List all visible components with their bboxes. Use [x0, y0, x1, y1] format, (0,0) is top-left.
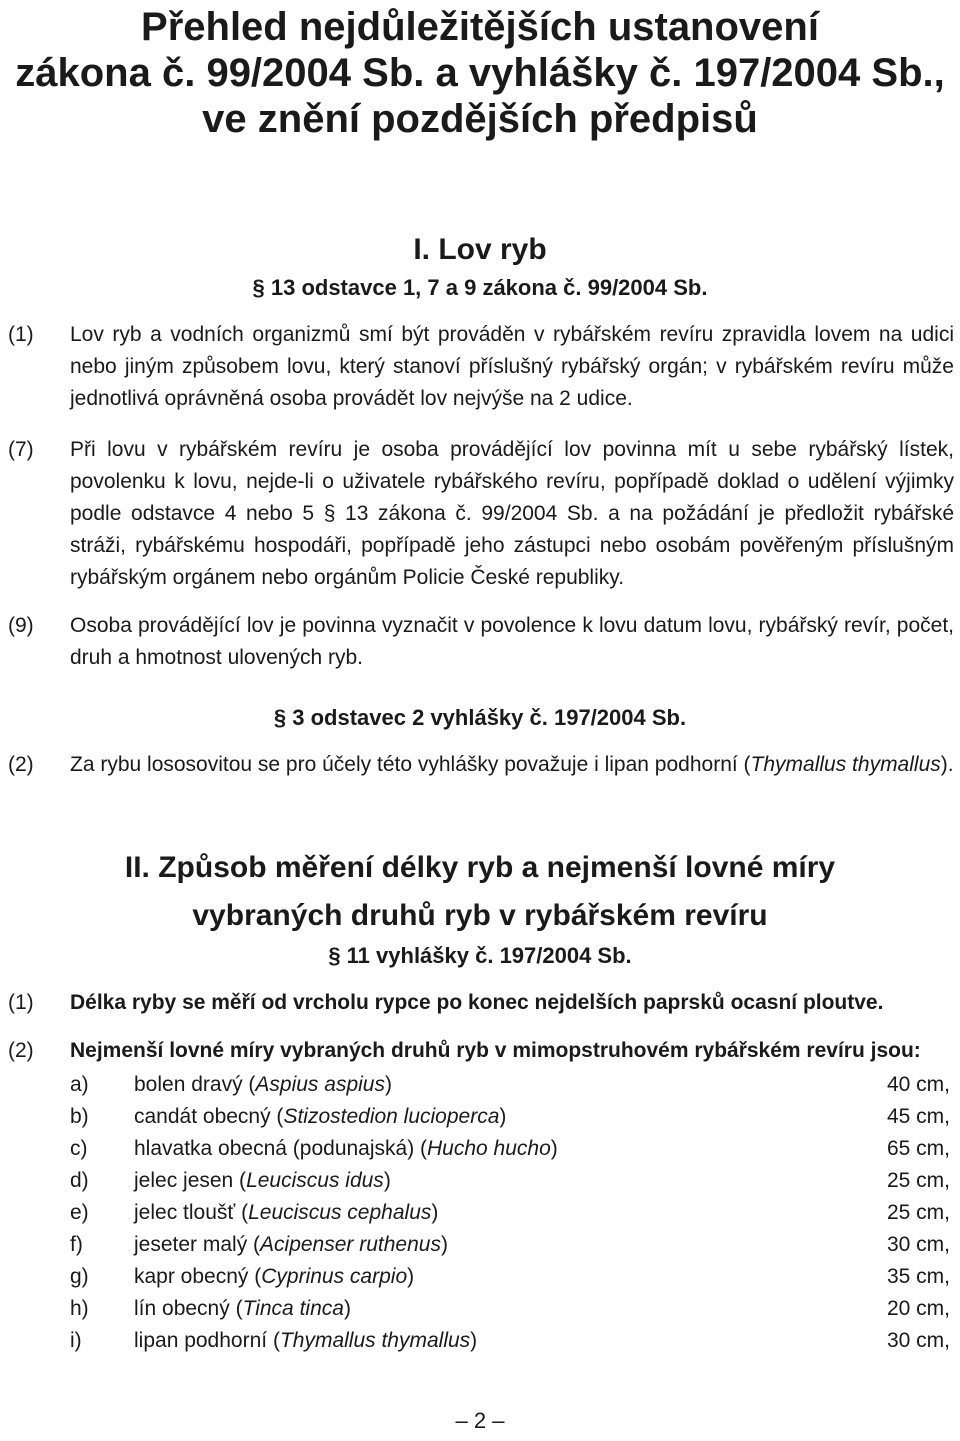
fish-name-close: ): [383, 1169, 391, 1192]
paragraph-text: [70, 749, 954, 781]
paragraph-number: (1): [8, 323, 34, 346]
section-2-title-line-2: vybraných druhů ryb v rybářském revíru: [192, 899, 768, 932]
fish-min-size: 25 cm,: [886, 1169, 950, 1192]
fish-common-name: jeseter malý (: [134, 1233, 261, 1256]
fish-name-close: ): [470, 1329, 478, 1352]
fish-min-size: 25 cm,: [886, 1201, 950, 1224]
page-number: – 2 –: [455, 1408, 505, 1433]
paragraph-text: Lov ryb a vodních organizmů smí být prováděn v rybářském revíru zpravidla lovem na udici nebo jiným způsobem lovu, který stanoví příslušný rybářský orgán; v rybářském revíru může jednotlivá oprávněná osoba provádět lov nejvýše na 2 udice.: [70, 323, 954, 410]
list-item-letter: c): [70, 1137, 88, 1160]
section-2-title: [0, 844, 960, 940]
fish-latin-name: Acipenser ruthenus: [260, 1233, 441, 1256]
fish-name-close: ): [499, 1105, 507, 1128]
paragraph-7: [8, 434, 954, 594]
page-title-line-1: Přehled nejdůležitějších ustanovení: [141, 5, 819, 49]
list-item: [70, 1165, 950, 1197]
fish-latin-name: Leuciscus idus: [246, 1169, 384, 1192]
paragraph-minimum-sizes: [8, 1035, 954, 1067]
list-item: [70, 1133, 950, 1165]
fish-name: [134, 1197, 438, 1229]
paragraph-number: (9): [8, 614, 34, 637]
list-item: [70, 1101, 950, 1133]
list-item-letter: b): [70, 1105, 89, 1128]
fish-common-name: hlavatka obecná (podunajská) (: [134, 1137, 428, 1160]
fish-latin-name: Thymallus thymallus: [279, 1329, 471, 1352]
fish-latin-name: Aspius aspius: [255, 1073, 385, 1096]
paragraph-number: (7): [8, 438, 34, 461]
minimum-size-list: [70, 1069, 950, 1357]
fish-name: [134, 1101, 506, 1133]
fish-min-size: 65 cm,: [886, 1137, 950, 1160]
paragraph-1: [8, 319, 954, 415]
section-2-title-line-1: II. Způsob měření délky ryb a nejmenší lovné míry: [124, 851, 836, 884]
fish-name: [134, 1325, 477, 1357]
fish-name: [134, 1069, 392, 1101]
fish-common-name: candát obecný (: [134, 1105, 284, 1128]
fish-name: [134, 1133, 558, 1165]
section-2-legal-reference: § 11 vyhlášky č. 197/2004 Sb.: [328, 943, 632, 968]
fish-common-name: lín obecný (: [134, 1297, 243, 1320]
paragraph-text: Osoba provádějící lov je povinna vyznačit v povolence k lovu datum lovu, rybářský revír, počet, druh a hmotnost ulovených ryb.: [70, 614, 954, 669]
fish-min-size: 35 cm,: [886, 1265, 950, 1288]
paragraph-number: (2): [8, 753, 34, 776]
fish-name: [134, 1165, 391, 1197]
paragraph-2-salmonid: [8, 749, 954, 781]
section-1-legal-reference: § 13 odstavce 1, 7 a 9 zákona č. 99/2004 Sb.: [252, 275, 708, 300]
list-item-letter: d): [70, 1169, 89, 1192]
page-title: [0, 4, 960, 142]
fish-name-close: ): [407, 1265, 415, 1288]
fish-latin-name: Hucho hucho: [427, 1137, 551, 1160]
paragraph-number: (2): [8, 1039, 34, 1062]
list-item-letter: f): [70, 1233, 83, 1256]
fish-name: [134, 1293, 351, 1325]
list-item: [70, 1325, 950, 1357]
list-item-letter: a): [70, 1073, 89, 1096]
fish-common-name: lipan podhorní (: [134, 1329, 280, 1352]
fish-min-size: 40 cm,: [886, 1073, 950, 1096]
fish-min-size: 30 cm,: [886, 1329, 950, 1352]
paragraph-text-after: ).: [940, 753, 954, 776]
fish-latin-name: Leuciscus cephalus: [248, 1201, 432, 1224]
paragraph-measurement: [8, 987, 954, 1019]
fish-min-size: 30 cm,: [886, 1233, 950, 1256]
paragraph-9: [8, 610, 954, 674]
list-item: [70, 1197, 950, 1229]
fish-latin-name: Tinca tinca: [242, 1297, 344, 1320]
page-title-line-2: zákona č. 99/2004 Sb. a vyhlášky č. 197/2004 Sb.,: [15, 51, 945, 95]
page-title-line-3: ve znění pozdějších předpisů: [202, 97, 758, 141]
fish-common-name: jelec jesen (: [134, 1169, 247, 1192]
fish-latin-name: Cyprinus carpio: [261, 1265, 408, 1288]
fish-common-name: jelec tloušť (: [134, 1201, 249, 1224]
fish-common-name: kapr obecný (: [134, 1265, 262, 1288]
paragraph-number: (1): [8, 991, 34, 1014]
fish-name-close: ): [343, 1297, 351, 1320]
paragraph-text: Nejmenší lovné míry vybraných druhů ryb v mimopstruhovém rybářském revíru jsou:: [70, 1039, 921, 1062]
fish-name-close: ): [440, 1233, 448, 1256]
fish-name-close: ): [384, 1073, 392, 1096]
fish-name-close: ): [431, 1201, 439, 1224]
section-1-title: [0, 233, 960, 267]
latin-name: Thymallus thymallus: [750, 753, 941, 776]
section-1-title-text: I. Lov ryb: [413, 233, 547, 266]
fish-min-size: 20 cm,: [886, 1297, 950, 1320]
list-item: [70, 1293, 950, 1325]
list-item: [70, 1069, 950, 1101]
list-item-letter: i): [70, 1329, 82, 1352]
paragraph-text: Při lovu v rybářském revíru je osoba provádějící lov povinna mít u sebe rybářský lístek, povolenku k lovu, nejde-li o uživatele rybářského revíru, popřípadě doklad o udělení výjimky podle odstavce 4 nebo 5 § 13 zákona č. 99/2004 Sb. a na požádání je předložit rybářské stráži, rybářskému hospodáři, popřípadě jeho zástupci nebo osobám pověřeným příslušným rybářským orgánem nebo orgánům Policie České republiky.: [70, 438, 954, 589]
paragraph-text: Délka ryby se měří od vrcholu rypce po konec nejdelších paprsků ocasní ploutve.: [70, 991, 884, 1014]
section-1-secondary-reference: § 3 odstavec 2 vyhlášky č. 197/2004 Sb.: [273, 705, 687, 730]
fish-min-size: 45 cm,: [886, 1105, 950, 1128]
list-item-letter: g): [70, 1265, 89, 1288]
list-item-letter: h): [70, 1297, 89, 1320]
fish-name: [134, 1261, 414, 1293]
list-item: [70, 1229, 950, 1261]
paragraph-text-before: Za rybu lososovitou se pro účely této vyhlášky považuje i lipan podhorní (: [70, 753, 751, 776]
list-item-letter: e): [70, 1201, 89, 1224]
fish-name: [134, 1229, 448, 1261]
list-item: [70, 1261, 950, 1293]
fish-common-name: bolen dravý (: [134, 1073, 256, 1096]
fish-name-close: ): [550, 1137, 558, 1160]
fish-latin-name: Stizostedion lucioperca: [283, 1105, 500, 1128]
